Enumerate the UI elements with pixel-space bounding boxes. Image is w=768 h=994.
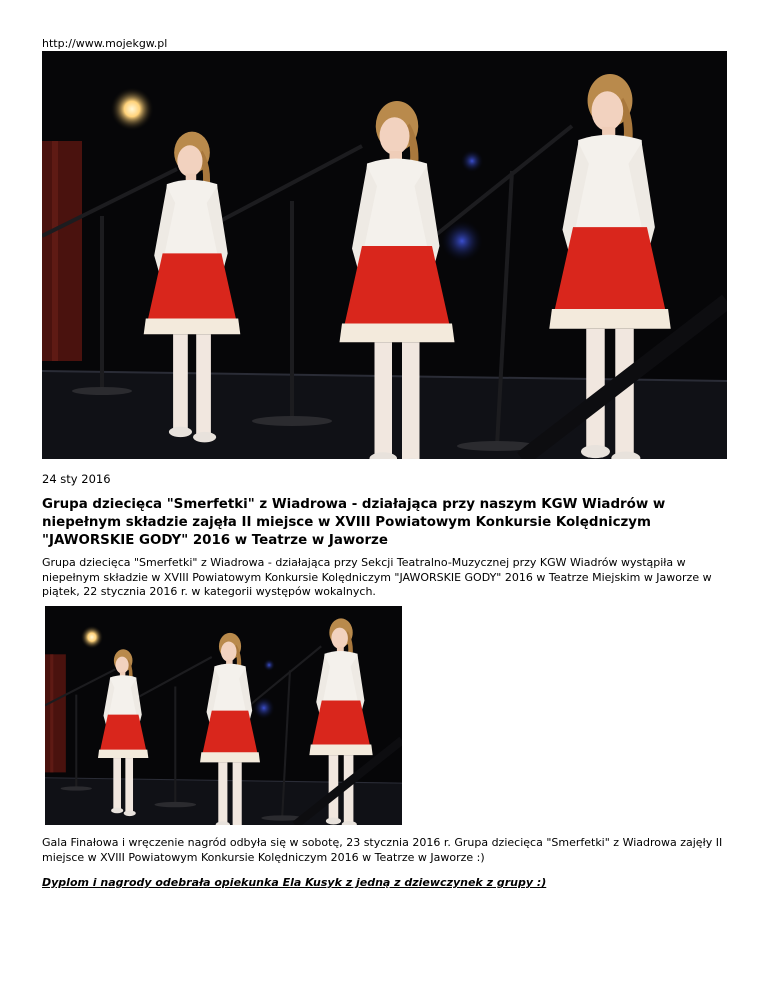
award-caption: Dyplom i nagrody odebrała opiekunka Ela Kusyk z jedną z dziewczynek z grupy :) xyxy=(42,876,547,889)
article-date: 24 sty 2016 xyxy=(42,472,111,486)
article-paragraph-2: Gala Finałowa i wręczenie nagród odbyła się w sobotę, 23 stycznia 2016 r. Grupa dziecięca "Smerfetki" z Wiadrowa zajęły II miejsce w XVIII Powiatowym Konkursie Kolędniczym 2016 w Teatrze w Jaworze :) xyxy=(42,836,723,864)
stage-scene-illustration xyxy=(42,51,727,459)
article-paragraph-1: Grupa dziecięca "Smerfetki" z Wiadrowa - działająca przy Sekcji Teatralno-Muzycznej przy KGW Wiadrów wystąpiła w niepełnym składzie w XVIII Powiatowym Konkursie Kolędniczym "JAWORSKIE GODY" 2016 w Teatrze Miejskim w Jaworze w piątek, 22 stycznia 2016 r. w kategorii występów wokalnych. xyxy=(42,556,712,598)
stage-scene-illustration-small xyxy=(45,606,402,825)
performance-photo-small xyxy=(45,606,402,825)
article-title: Grupa dziecięca "Smerfetki" z Wiadrowa - działająca przy naszym KGW Wiadrów w niepełnym składzie zajęła II miejsce w XVIII Powiatowym Konkursie Kolędniczym "JAWORSKIE GODY" 2016 w Teatrze w Jaworze xyxy=(42,497,666,548)
source-url: http://www.mojekgw.pl xyxy=(42,37,168,50)
performance-photo xyxy=(42,51,727,459)
